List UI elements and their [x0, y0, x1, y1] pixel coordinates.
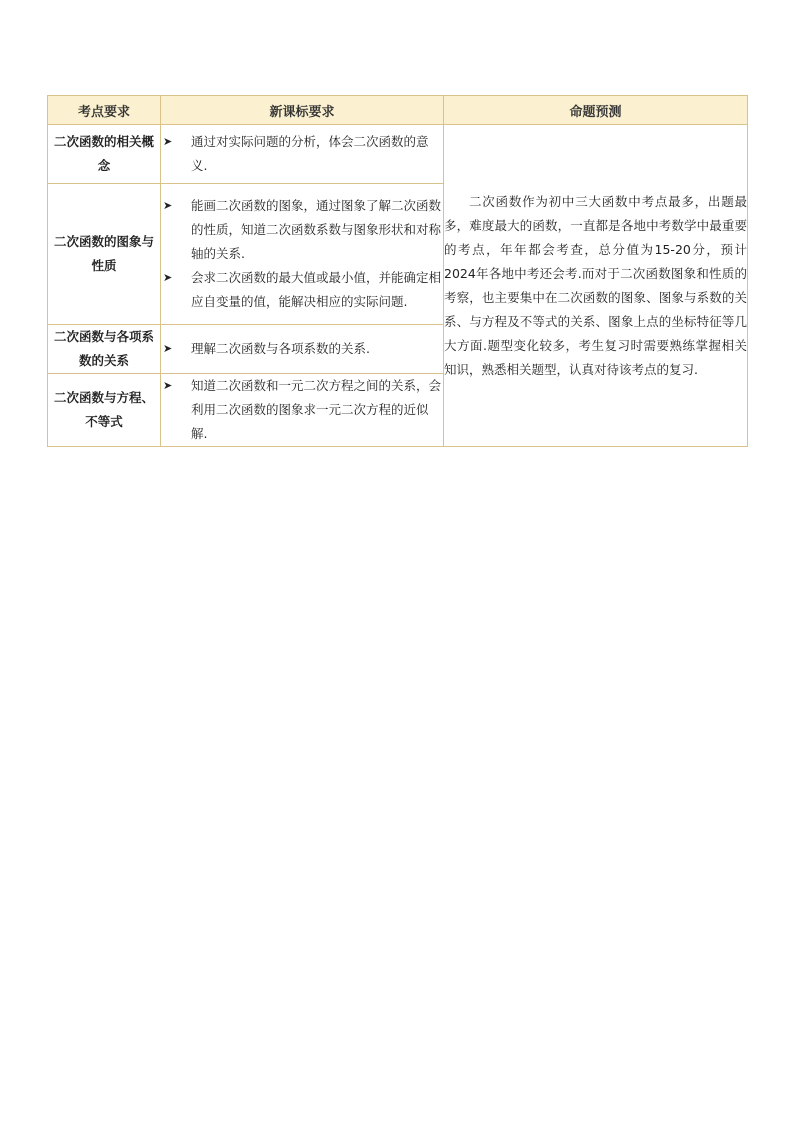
arrow-bullet-icon: ➤: [163, 135, 173, 148]
requirement-cell: [161, 125, 444, 184]
table-header-row: [48, 96, 748, 125]
requirement-text: 通过对实际问题的分析，体会二次函数的意义.: [191, 134, 429, 173]
requirement-text: 会求二次函数的最大值或最小值，并能确定相应自变量的值，能解决相应的实际问题.: [191, 270, 442, 309]
requirement-text: 理解二次函数与各项系数的关系.: [191, 341, 370, 356]
topic-cell: 二次函数的相关概念: [48, 125, 161, 184]
arrow-bullet-icon: ➤: [163, 342, 173, 355]
requirement-text: 知道二次函数和一元二次方程之间的关系，会利用二次函数的图象求一元二次方程的近似解.: [191, 378, 442, 441]
topic-cell: 二次函数的图象与性质: [48, 184, 161, 325]
requirement-cell: [161, 374, 444, 447]
exam-requirements-table: [47, 95, 748, 447]
arrow-bullet-icon: ➤: [163, 271, 173, 284]
topic-cell: 二次函数与各项系数的关系: [48, 325, 161, 374]
requirement-text: 能画二次函数的图象，通过图象了解二次函数的性质，知道二次函数系数与图象形状和对称轴的关系.: [191, 198, 442, 261]
forecast-cell: [444, 125, 748, 447]
requirement-cell: [161, 325, 444, 374]
table-row: [48, 125, 748, 184]
header-standard: 新课标要求: [161, 96, 444, 125]
requirement-cell: [161, 184, 444, 325]
forecast-text: 二次函数作为初中三大函数中考点最多，出题最多，难度最大的函数，一直都是各地中考数学中最重要的考点，年年都会考查，总分值为15-20分，预计2024年各地中考还会考.而对于二次函数图象和性质的考察，也主要集中在二次函数的图象、图象与系数的关系、与方程及不等式的关系、图象上点的坐标特征等几大方面.题型变化较多，考生复习时需要熟练掌握相关知识，熟悉相关题型，认真对待该考点的复习.: [444, 193, 747, 377]
requirement-item: [161, 374, 443, 446]
requirement-item: [161, 130, 443, 178]
topic-cell: 二次函数与方程、不等式: [48, 374, 161, 447]
requirement-item: [161, 266, 443, 314]
requirement-item: [161, 194, 443, 266]
requirement-item: [161, 337, 443, 361]
arrow-bullet-icon: ➤: [163, 379, 173, 392]
header-topic: 考点要求: [48, 96, 161, 125]
arrow-bullet-icon: ➤: [163, 199, 173, 212]
header-forecast: 命题预测: [444, 96, 748, 125]
